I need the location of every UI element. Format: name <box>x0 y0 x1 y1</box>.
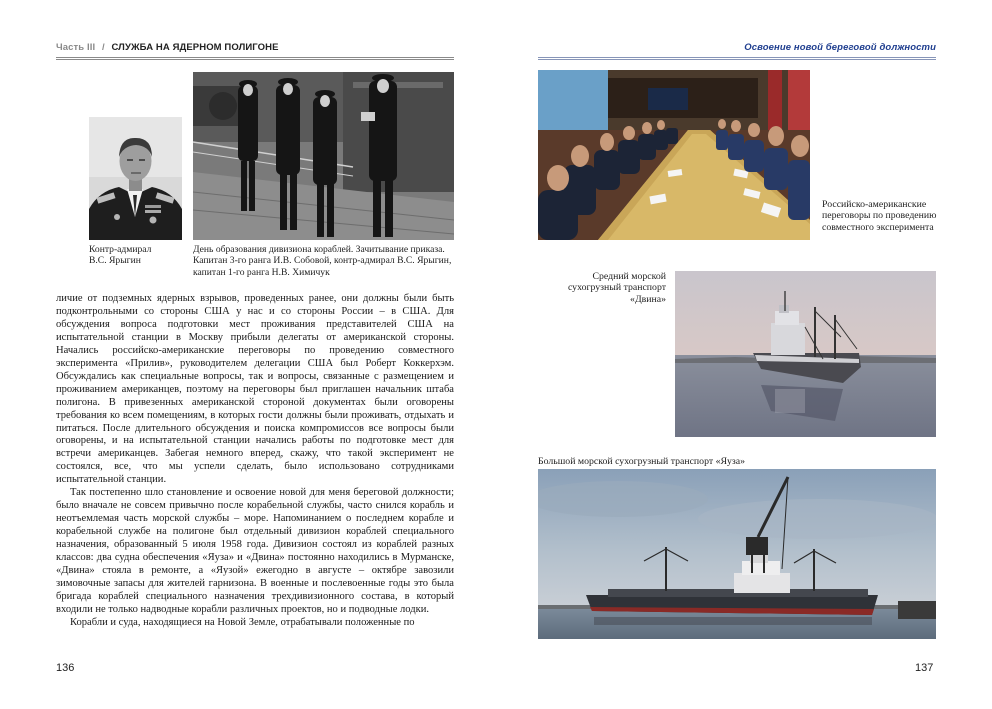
ceremony-caption: День образования дивизиона кораблей. Зачитывание приказа. Капитан 3-го ранга И.В. Собовой, контр-адмирал В.С. Ярыгин, капитан 1-го ранга Н.В. Химичук <box>193 244 452 278</box>
dvina-caption: Средний морской сухогрузный транспорт «Двина» <box>567 271 666 305</box>
right-page-number: 137 <box>915 662 934 674</box>
left-running-header <box>56 41 454 60</box>
negotiations-photo <box>538 70 810 240</box>
ceremony-photo <box>193 72 454 240</box>
yauza-caption: Большой морской сухогрузный транспорт «Яуза» <box>538 456 746 467</box>
body-text <box>56 293 454 630</box>
header-section-title: Освоение новой береговой должности <box>744 42 936 53</box>
header-chapter-title: СЛУЖБА НА ЯДЕРНОМ ПОЛИГОНЕ <box>111 42 279 53</box>
negotiations-caption: Российско-американские переговоры по проведению совместного эксперимента <box>822 199 937 233</box>
portrait-photo <box>89 117 182 240</box>
paragraph: личие от подземных ядерных взрывов, проведенных ранее, они должны были быть подконтрольными со стороны США у нас и со стороны России – в США. Для обсуждения вопроса подготовки мест проживания представителей США на испытательной станции в Москву прибыли делегаты от американской стороны. Начались российско-американские переговоры по проведению совместного эксперимента «Прилив», руководителем делегации США был Роберт Коккерхэм. Обсуждались как специальные вопросы, так и вопросы, связанные с размещением и проживанием американцев, поэтому на переговоры был приглашен начальник штаба полигона. В привезенных американской стороной документах были оговорены требования ко всем помещениям, в которых гости должны были проживать, отдыхать и питаться. После длительного обсуждения и поиска компромиссов все вопросы были оговорены, и на испытательной станции начались работы по подготовке мест для встречи американцев. Забегая немного вперед, скажу, что такой эксперимент не состоялся, все, что мы успели сделать, было использовано сотрудниками испытательной станции. <box>56 293 454 486</box>
left-page-number: 136 <box>56 662 75 674</box>
yauza-photo <box>538 469 936 639</box>
header-part-label: Часть III <box>56 42 96 53</box>
paragraph: Так постепенно шло становление и освоение новой для меня береговой должности; было вначале не совсем привычно после корабельной службы, часто снился корабль и неотъемлемая часть морской службы – море. Напоминанием о последнем корабле и корабельной службе на полигоне был отдельный дивизион кораблей специального назначения, образованный 5 июля 1958 года. Дивизион состоял из кораблей разных классов: два судна обеспечения «Яуза» и «Двина» постоянно находились в Мурманске, «Двина» стояла в ремонте, а «Яузой» ежегодно в августе – октябре завозили зимовочные запасы для жителей гарнизона. В военные и послевоенные годы это была бригада кораблей специального назначения трехдивизионного состава, в который входили не только надводные корабли различных проектов, но и подводные лодки. <box>56 487 454 615</box>
dvina-photo <box>675 271 936 437</box>
paragraph: Корабли и суда, находящиеся на Новой Земле, отрабатывали положенные по <box>70 616 415 628</box>
right-running-header <box>538 41 936 60</box>
header-separator: / <box>101 42 105 53</box>
portrait-caption: Контр-адмирал В.С. Ярыгин <box>89 244 152 267</box>
